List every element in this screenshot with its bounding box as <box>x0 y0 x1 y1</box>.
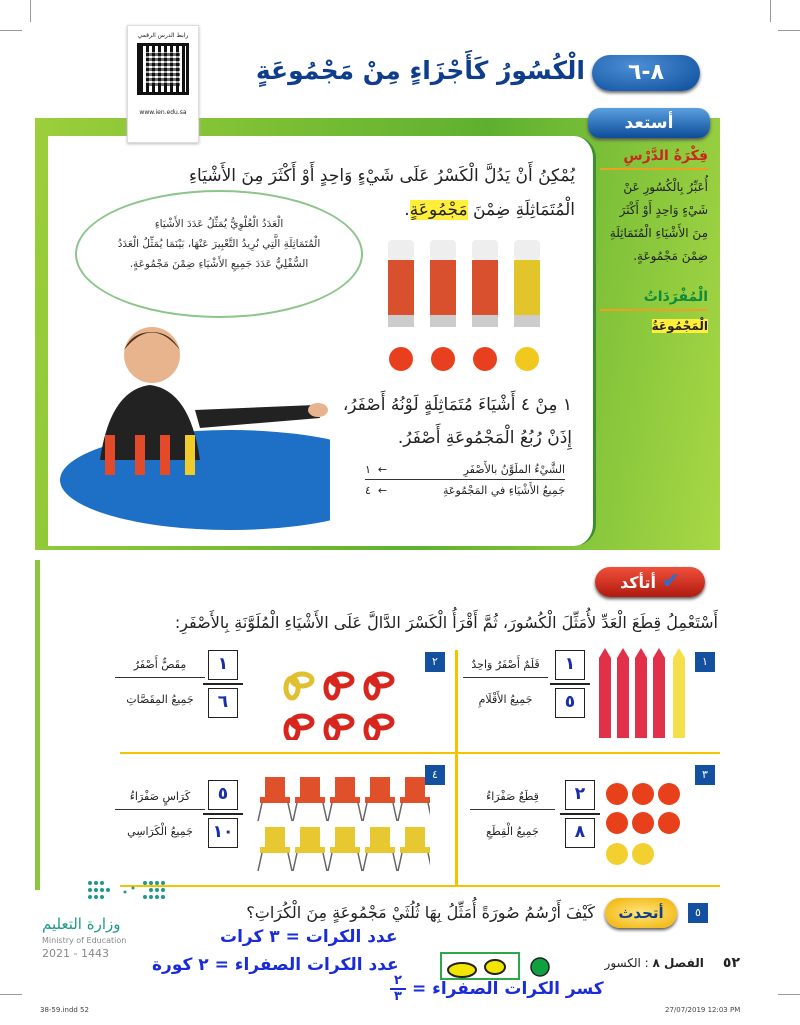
scissors-image <box>262 650 412 740</box>
denominator-label: جَمِيعُ الأَشْيَاءِ في المَجْمُوعَةِ <box>442 484 565 497</box>
numerator-box[interactable]: ٢ <box>565 780 595 810</box>
numerator-label: الشَّيْءُ الملَوَّنُ بالأَصْفَرِ <box>463 463 565 476</box>
check-instruction: أَسْتَعْمِلُ قِطَعَ الْعَدِّ لأُمَثِّلَ الْكُسُورَ، ثُمَّ أَقْرَأُ الْكَسْرَ الدَّالَّ عَلَى الأَشْيَاءِ الْمُلَوَّنَةِ بِالأَصْفَرِ: <box>174 613 718 632</box>
checkmark-icon: ✔ <box>661 569 681 594</box>
item-number: ٣ <box>695 765 715 785</box>
crop-mark <box>0 30 22 31</box>
prepare-badge: أستعد <box>588 108 710 138</box>
check-badge-label: أتأكد <box>619 573 657 592</box>
talk-question: كَيْفَ أَرْسُمُ صُورَةً أُمَثِّلُ بِهَا ثُلُثَيْ مَجْمُوعَةٍ مِنَ الْكُرَاتِ؟ <box>246 903 595 922</box>
counters-image <box>605 780 685 872</box>
text: الْمُتَمَاثِلَةِ ضِمْنَ <box>467 200 575 220</box>
numerator: ١ <box>365 463 371 476</box>
speech-bubble <box>75 190 363 318</box>
vocabulary-title: الْمُفْرَدَاتُ <box>600 286 708 311</box>
ministry-year: 2021 - 1443 <box>42 947 109 960</box>
prepare-line-1: يُمْكِنُ أَنْ يَدُلَّ الْكَسْرُ عَلَى شَيْءٍ وَاحِدٍ أَوْ أَكْثَرَ مِنَ الأَشْيَاءِ <box>189 166 575 186</box>
numerator: ٢ <box>390 974 406 990</box>
talk-badge: أتحدث <box>605 898 677 928</box>
vocabulary-term: الْمَجْمُوعَةُ <box>651 319 708 333</box>
crop-mark <box>778 994 800 995</box>
lesson-idea-line: ضِمْنَ مَجْمُوعَةٍ. <box>633 249 708 263</box>
bubble-line: الْعَدَدُ الْعُلْوِيُّ يُمَثِّلُ عَدَدَ الأَشْيَاءِ <box>154 218 284 230</box>
grid-divider <box>120 752 720 754</box>
separator: : <box>640 956 653 970</box>
arrow-icon: ← <box>377 484 388 497</box>
numerator-label: قِطَعٌ صَفْرَاءُ <box>470 790 555 810</box>
page-title: الْكُسُورُ كَأَجْزَاءٍ مِنْ مَجْمُوعَةٍ <box>255 56 585 85</box>
qr-card[interactable] <box>127 25 199 143</box>
numerator-box[interactable]: ١ <box>208 650 238 680</box>
ministry-name-en: Ministry of Education <box>42 936 127 945</box>
prepare-line-4: إِذَنْ رُبُعُ الْمَجْمُوعَةِ أَصْفَرُ. <box>397 428 572 448</box>
sidebar <box>600 145 712 338</box>
drawn-balls <box>440 952 560 982</box>
fraction-bar <box>560 813 600 815</box>
boy-image <box>60 310 330 540</box>
numerator-box[interactable]: ٥ <box>208 780 238 810</box>
margin-bar <box>35 560 40 890</box>
denominator-label: جَمِيعُ الْقِطَعِ <box>486 825 539 838</box>
lesson-idea-line: شَيْءٍ وَاحِدٍ أَوْ أَكْثَرَ <box>619 203 708 217</box>
example-fraction <box>365 463 565 497</box>
handwritten-fraction <box>390 974 406 1004</box>
fraction-bar <box>203 813 243 815</box>
chapter-label: الفصل ٨ <box>652 956 704 970</box>
ministry-name-ar: وزارة التعليم <box>42 915 121 933</box>
item-number: ٢ <box>425 652 445 672</box>
denominator: ٣ <box>394 989 402 1004</box>
denominator-box[interactable]: ٥ <box>555 688 585 718</box>
prepare-line-3: ١ مِنْ ٤ أَشْيَاءَ مُتَمَاثِلَةٍ لَوْنُهُ أَصْفَرُ، <box>342 395 572 415</box>
prepare-line-2 <box>404 200 575 220</box>
check-badge <box>595 567 705 597</box>
item-number: ١ <box>695 652 715 672</box>
item-number: ٥ <box>688 903 708 923</box>
chairs-image <box>255 775 430 875</box>
denominator-label: جَمِيعُ الأَقْلَامِ <box>478 693 533 706</box>
page-footer <box>605 955 740 971</box>
numerator-label: قَلَمٌ أَصْفَرُ وَاحِدٌ <box>463 658 548 678</box>
fraction-bar <box>203 683 243 685</box>
item-number: ٤ <box>425 765 445 785</box>
handwritten-note: كسر الكرات الصفراء = <box>412 979 604 999</box>
text: . <box>404 200 410 220</box>
denominator-box[interactable]: ٨ <box>565 818 595 848</box>
numerator-box[interactable]: ١ <box>555 650 585 680</box>
chapter-name: الكسور <box>604 956 641 970</box>
qr-code-icon[interactable] <box>137 43 189 95</box>
bubble-line: السُّفْلِيُّ عَدَدَ جَمِيعِ الأَشْيَاءِ ضِمْنَ مَجْمُوعَةٍ. <box>129 258 309 270</box>
qr-caption: رابط الدرس الرقمي <box>137 32 189 39</box>
crop-mark <box>30 0 31 22</box>
file-slug: 38-59.indd 52 <box>40 1006 89 1014</box>
denominator-label: جَمِيعُ المِقَصَّاتِ <box>126 693 194 706</box>
crop-mark <box>778 30 800 31</box>
lesson-idea-line: أُعَبِّرُ بِالْكُسُورِ عَنْ <box>623 180 708 194</box>
denominator: ٤ <box>365 484 371 497</box>
grid-divider <box>120 885 720 887</box>
glue-sticks-image <box>380 235 560 375</box>
fraction-bar <box>550 683 590 685</box>
arrow-icon: ← <box>377 463 388 476</box>
crop-mark <box>0 994 22 995</box>
handwritten-note: عدد الكرات الصفراء = ٢ كورة <box>152 955 399 975</box>
numerator-label: كَرَاسٍ صَفْرَاءُ <box>115 790 205 810</box>
crop-mark <box>770 0 771 22</box>
handwritten-note: عدد الكرات = ٣ كرات <box>220 927 398 947</box>
denominator-box[interactable]: ٦ <box>208 688 238 718</box>
denominator-label: جَمِيعُ الْكَرَاسِي <box>127 825 193 838</box>
lesson-number: ٨-٦ <box>592 55 700 91</box>
qr-url[interactable]: www.ien.edu.sa <box>139 109 187 116</box>
print-timestamp: 27/07/2019 12:03 PM <box>665 1006 741 1014</box>
highlight-term: مَجْمُوعَةٍ <box>409 200 468 220</box>
lesson-idea-line: مِنَ الأَشْيَاءِ الْمُتَمَاثِلَةِ <box>609 226 708 240</box>
lesson-idea-title: فِكْرَةُ الدَّرْسِ <box>600 145 708 170</box>
grid-divider <box>455 650 458 886</box>
bubble-line: الْمُتَمَاثِلَةِ الَّتِي نُرِيدُ التَّعْبِيرَ عَنْهَا، بَيْنَمَا يُمَثِّلُ الْعَدَدُ <box>117 238 321 250</box>
numerator-label: مِقَصٌّ أَصْفَرُ <box>115 658 205 678</box>
ministry-logo-icon <box>85 878 175 910</box>
denominator-box[interactable]: ١٠ <box>208 818 238 848</box>
crayons-image <box>597 648 692 738</box>
page-number: ٥٢ <box>722 955 740 971</box>
